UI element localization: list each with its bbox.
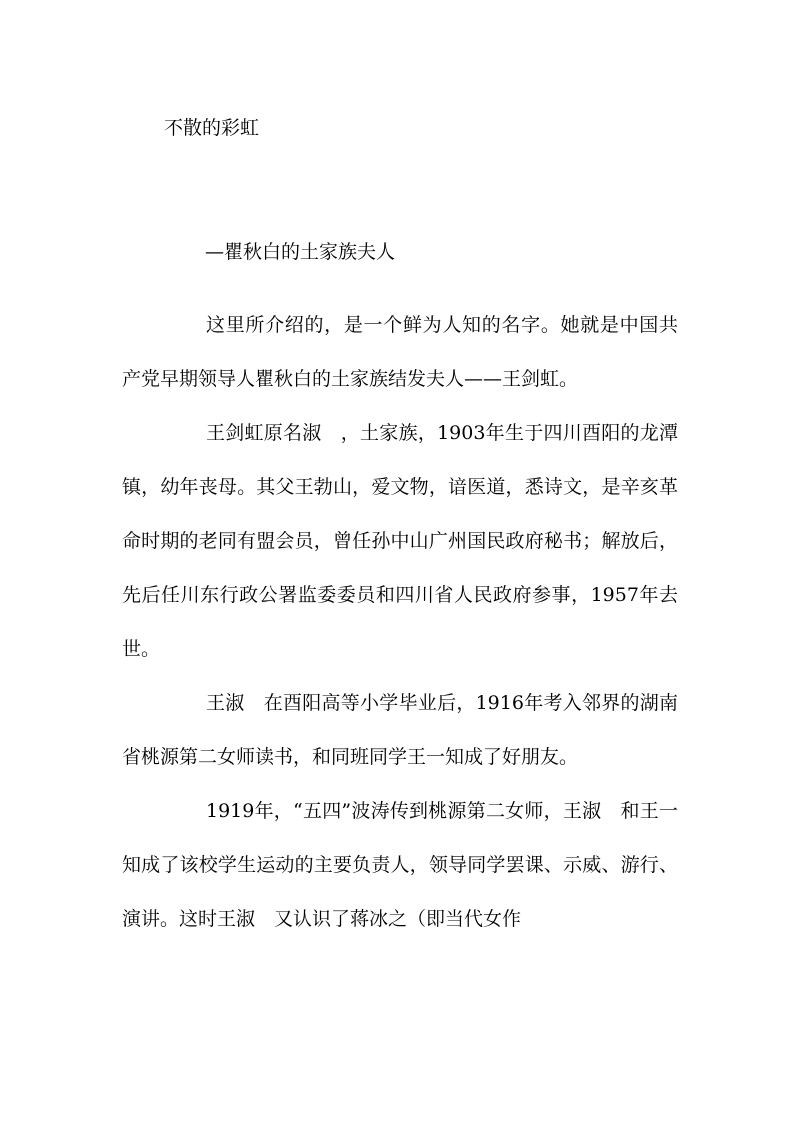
paragraph-may-fourth: 1919年，“五四”波涛传到桃源第二女师，王淑 和王一知成了该校学生运动的主要负责人，领导同学罢课、示威、游行、演讲。这时王淑 又认识了蒋冰之（即当代女作 (122, 800, 678, 930)
document-title: 不散的彩虹 (164, 117, 260, 139)
document-subtitle: —瞿秋白的土家族夫人 (205, 241, 396, 263)
paragraph-biography: 王剑虹原名淑 ，土家族，1903年生于四川酉阳的龙潭镇，幼年丧母。其父王勃山，爱文物，谙医道，悉诗文，是辛亥革命时期的老同有盟会员，曾任孙中山广州国民政府秘书；解放后，先后任川东行政公署监委委员和四川省人民政府参事，1957年去世。 (122, 422, 678, 660)
document-body (122, 298, 678, 946)
paragraph-education: 王淑 在酉阳高等小学毕业后，1916年考入邻界的湖南省桃源第二女师读书，和同班同学王一知成了好朋友。 (122, 692, 678, 768)
paragraph-intro: 这里所介绍的，是一个鲜为人知的名字。她就是中国共产党早期领导人瞿秋白的土家族结发夫人——王剑虹。 (122, 314, 678, 390)
